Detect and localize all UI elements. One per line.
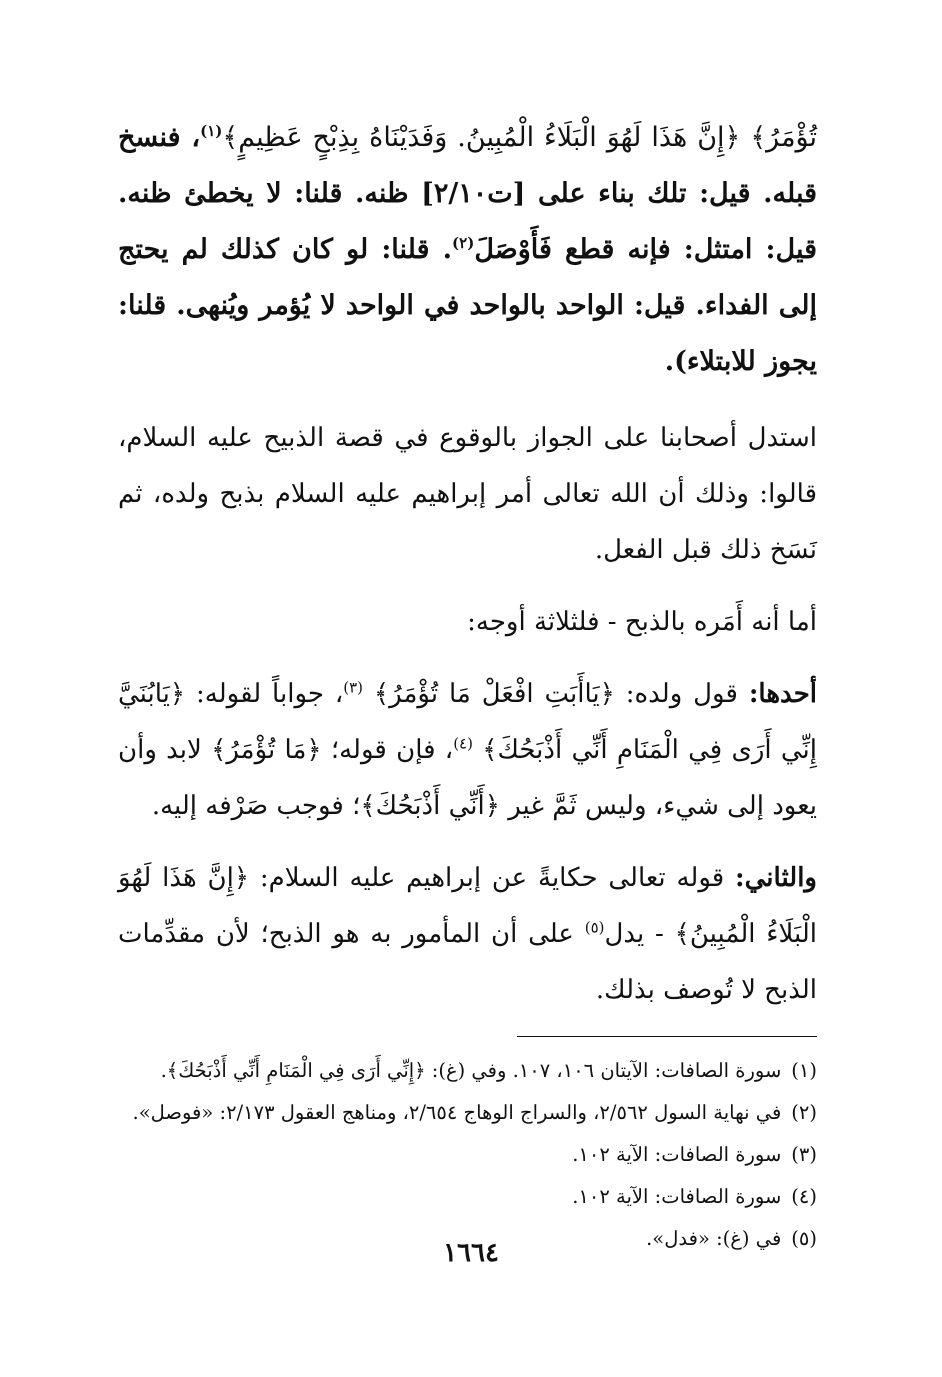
footnote-text: في (غ): «فدل». [646, 1227, 782, 1250]
footnote-number: (٢) [791, 1101, 817, 1124]
footnote-ref-5[interactable]: (٥) [584, 918, 605, 937]
paragraph-three-aspects: أما أنه أَمَره بالذبح - فلثلاثة أوجه: [467, 607, 817, 637]
first-aspect-lead: أحدها: [748, 679, 818, 709]
first-aspect-text-c: ، فإن قوله؛ ﴿مَا تُؤْمَرُ﴾ لابد وأن يعود إلى شيء، وليس ثَمَّ غير ﴿أَنِّي أَذْبَحُكَ﴾؛ فوجب صَرْفه إليه. [118, 735, 817, 821]
footnote-divider [517, 1036, 817, 1037]
quran-verse: تُؤْمَرُ﴾ ﴿إِنَّ هَذَا لَهُوَ الْبَلَاءُ الْمُبِينُ. وَفَدَيْنَاهُ بِذِبْحٍ عَظِيمٍ﴾ [222, 122, 817, 153]
footnote-number: (٥) [791, 1227, 817, 1250]
second-aspect-text-a: قوله تعالى حكايةً عن إبراهيم عليه السلام: ﴿إِنَّ هَذَا لَهُوَ الْبَلَاءُ الْمُبِينُ﴾ - يدل [118, 863, 817, 949]
paragraph-first-aspect [118, 666, 817, 834]
intro-text-end: . قلنا: لو كان كذلك لم يحتج إلى الفداء. قيل: الواحد بالواحد في الواحد لا يُؤمر ويُنهى. قلنا: يجوز للابتلاء). [118, 234, 817, 377]
footnote-number: (٤) [791, 1185, 817, 1208]
footnote-text: سورة الصافات: الآيتان ١٠٦، ١٠٧. وفي (غ): ﴿إِنِّي أَرَى فِي الْمَنَامِ أَنِّي أَذْبَحُكَ﴾. [160, 1059, 782, 1082]
footnote-number: (٣) [791, 1143, 817, 1166]
footnote-item [118, 1093, 817, 1133]
footnote-item [118, 1051, 817, 1091]
paragraph-second-aspect [118, 850, 817, 1018]
footnote-ref-4[interactable]: (٤) [453, 734, 473, 753]
footnote-ref-3[interactable]: (٣) [343, 678, 364, 697]
footnote-number: (١) [791, 1059, 817, 1082]
footnotes [118, 1051, 817, 1259]
footnote-text: سورة الصافات: الآية ١٠٢. [572, 1143, 782, 1166]
second-aspect-lead: والثاني: [735, 863, 817, 893]
intro-text: ، فنسخ قبله. قيل: تلك بناء على [ت٢/١٠] ظنه. قلنا: لا يخطئ ظنه. قيل: امتثل: فإنه قطع فَأَوْصَلَ [118, 122, 818, 265]
footnote-text: في نهاية السول ٢/٥٦٢، والسراج الوهاج ٢/٦٥٤، ومناهج العقول ٢/١٧٣: «فوصل». [132, 1101, 782, 1124]
second-aspect-text-b: على أن المأمور به هو الذبح؛ لأن مقدِّمات الذبح لا تُوصف بذلك. [118, 919, 817, 1005]
first-aspect-text-b: ، جواباً لقوله: ﴿يَابُنَيَّ إِنِّي أَرَى فِي الْمَنَامِ أَنِّي أَذْبَحُكَ﴾ [118, 679, 817, 765]
footnote-item [118, 1135, 817, 1175]
paragraph-evidence: استدل أصحابنا على الجواز بالوقوع في قصة الذبيح عليه السلام، قالوا: وذلك أن الله تعالى أمر إبراهيم عليه السلام بذبح ولده، ثم نَسَخ ذلك قبل الفعل. [118, 423, 817, 565]
intro-paragraph [118, 110, 817, 390]
footnote-ref-2[interactable]: (٢) [452, 234, 475, 252]
footnote-text: سورة الصافات: الآية ١٠٢. [572, 1185, 782, 1208]
first-aspect-text-a: قول ولده: ﴿يَاأَبَتِ افْعَلْ مَا تُؤْمَرُ﴾ [363, 679, 749, 709]
footnote-item [118, 1177, 817, 1217]
page-number: ١٦٦٤ [443, 1238, 499, 1268]
footnote-ref-1[interactable]: (١) [200, 122, 223, 140]
